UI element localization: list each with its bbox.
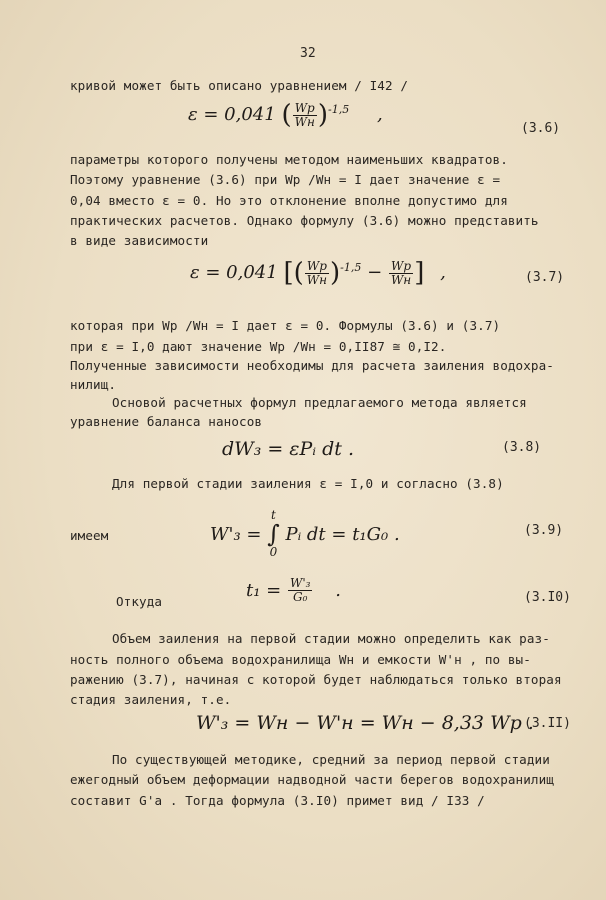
equation-3-8: dW₃ = εPᵢ dt .	[222, 438, 355, 460]
text-line: 0,04 вместо ε = 0. Но это отклонение вполне допустимо для	[70, 193, 508, 208]
equation-label: (3.6)	[521, 121, 561, 136]
text-line: ежегодный объем деформации надводной части берегов водохранилищ	[70, 772, 554, 787]
eq-numerator: W'₃	[290, 576, 311, 590]
integral-sign: ∫	[267, 520, 280, 548]
text-line: в виде зависимости	[70, 233, 209, 248]
eq-denominator: Wн	[294, 114, 315, 129]
equation-label: (3.II)	[524, 716, 571, 731]
text-line: кривой может быть описано уравнением / I42 /	[70, 78, 409, 93]
eq-numerator: Wр	[293, 102, 317, 116]
integral-lower: 0	[269, 545, 278, 559]
text-line: уравнение баланса наносов	[70, 414, 263, 429]
text-line: практических расчетов. Однако формулу (3.6) можно представить	[70, 213, 539, 228]
eq-denominator: Wн	[306, 272, 327, 287]
eq-lhs: t₁ =	[246, 580, 282, 601]
text-line: составит G'a . Тогда формула (3.I0) примет вид / I33 /	[70, 793, 485, 808]
text-line: ность полного объема водохранилища Wн и емкости W'н , по вы-	[70, 652, 531, 667]
text-line: Объем заиления на первой стадии можно определить как раз-	[112, 631, 550, 646]
eq-rhs: Pᵢ dt = t₁G₀ .	[285, 523, 400, 545]
integral-upper: t	[271, 508, 276, 522]
eq-lhs: ε = 0,041	[188, 104, 276, 125]
page-number: 32	[300, 46, 316, 61]
text-line: нилищ.	[70, 377, 117, 392]
text-line: Полученные зависимости необходимы для расчета заиления водохра-	[70, 358, 554, 373]
eq-exponent: -1,5	[328, 103, 350, 116]
equation-label: (3.9)	[524, 523, 564, 538]
text-line: Для первой стадии заиления ε = I,0 и согласно (3.8)	[112, 476, 504, 491]
eq-exponent: -1,5	[340, 261, 362, 274]
equation-label: (3.7)	[525, 270, 565, 285]
text-line: стадия заиления, т.е.	[70, 692, 232, 707]
equation-label: (3.8)	[502, 440, 542, 455]
text-line: параметры которого получены методом наименьших квадратов.	[70, 152, 508, 167]
text-line: имеем	[70, 528, 109, 543]
text-line: Откуда	[116, 594, 163, 609]
text-line: ражению (3.7), начиная с которой будет наблюдаться только вторая	[70, 672, 562, 687]
text-line: при ε = I,0 дают значение Wр /Wн = 0,II87 ≅ 0,I2.	[70, 339, 447, 354]
eq-tail: .	[335, 580, 341, 601]
eq-denominator: G₀	[293, 590, 308, 604]
text-line: Поэтому уравнение (3.6) при Wр /Wн = I дает значение ε =	[70, 172, 501, 187]
integral	[267, 508, 280, 560]
eq-lhs: W'₃ =	[210, 523, 262, 545]
equation-3-11: W'₃ = Wн − W'н = Wн − 8,33 Wр .	[196, 712, 534, 734]
equation-3-7: ε = 0,041 [( $\frac{Wр}{Wн}$ )$^{-1,5}$ − $\frac{Wр}{Wн}$ ] ,	[190, 258, 446, 288]
equation-3-6: ε = 0,041 ( $\frac{Wр}{Wн}$ )$^{-1,5}$ ,	[188, 100, 383, 130]
equation-3-9	[210, 508, 400, 560]
eq-tail: ,	[376, 104, 383, 125]
text-line: По существующей методике, средний за период первой стадии	[112, 752, 550, 767]
equation-3-10	[246, 577, 341, 604]
text-line: Основой расчетных формул предлагаемого метода является	[112, 395, 527, 410]
eq-numerator: Wр	[389, 260, 413, 274]
eq-denominator: Wн	[390, 272, 412, 287]
equation-label: (3.I0)	[524, 590, 571, 605]
eq-tail: ,	[440, 262, 446, 283]
eq-numerator: Wр	[305, 260, 329, 274]
eq-lhs: ε = 0,041	[190, 262, 278, 283]
text-line: которая при Wр /Wн = I дает ε = 0. Формулы (3.6) и (3.7)	[70, 318, 501, 333]
